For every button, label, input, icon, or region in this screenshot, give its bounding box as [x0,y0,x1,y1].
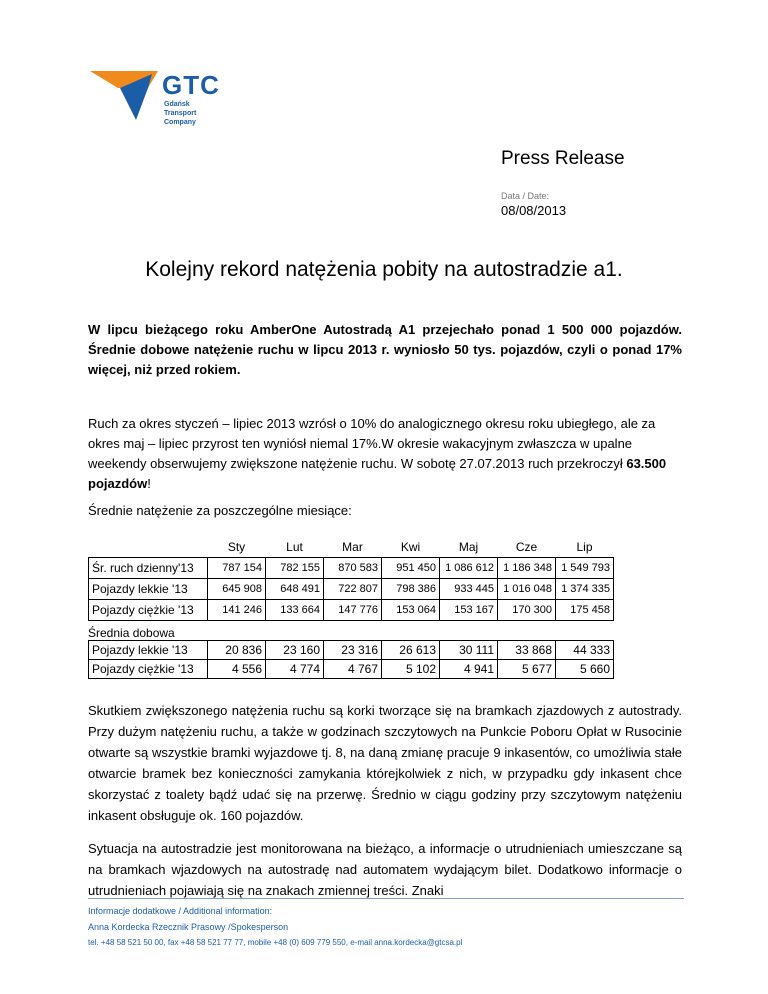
table-cell: 20 836 [208,641,266,660]
table-row [89,641,614,660]
table-cell: 33 868 [498,641,556,660]
month-header: Lut [286,540,303,554]
table-row [89,660,614,679]
row-label: Pojazdy ciężkie '13 [89,600,208,621]
table-heading: Średnie natężenie za poszczególne miesiące: [88,503,352,518]
table-cell: 153 064 [382,600,440,621]
row-label: Pojazdy lekkie '13 [89,641,208,660]
logo-subtitle-line: Company [164,119,196,126]
daily-average-table [88,640,614,679]
table-cell: 951 450 [382,558,440,579]
daily-average-heading: Średnia dobowa [88,626,175,640]
table-cell: 4 941 [440,660,498,679]
table-cell: 870 583 [324,558,382,579]
paragraph-traffic [88,414,688,494]
table-cell: 722 807 [324,579,382,600]
table-cell: 933 445 [440,579,498,600]
row-label: Pojazdy lekkie '13 [89,579,208,600]
table-cell: 170 300 [498,600,556,621]
document-title: Kolejny rekord natężenia pobity na autostradzie a1. [145,258,623,281]
table-cell: 141 246 [208,600,266,621]
row-label: Śr. ruch dzienny'13 [89,558,208,579]
date-label: Data / Date: [501,191,550,201]
table-cell: 23 160 [266,641,324,660]
p1-text: Ruch za okres styczeń – lipiec 2013 wzrósł o 10% do analogicznego okresu roku ubiegłego, ale za okres maj – lipiec przyrost ten wyniósł niemal 17%.W okresie wakacyjnym zwłaszcza w upalne weekendy obserwujemy zwiększone natężenie ruchu. W sobotę 27.07.2013 ruch przekroczył [88,416,656,471]
month-header: Mar [342,540,363,554]
table-cell: 5 102 [382,660,440,679]
footer-contact-details: tel. +48 58 521 50 00, fax +48 58 521 77 77, mobile +48 (0) 609 779 550, e-mail anna.kordecka@gtcsa.pl [88,938,463,947]
press-release-heading: Press Release [501,148,625,169]
month-header: Sty [227,540,246,554]
table-cell: 4 767 [324,660,382,679]
table-cell: 30 111 [440,641,498,660]
table-cell: 147 776 [324,600,382,621]
lead-paragraph: W lipcu bieżącego roku AmberOne Autostradą A1 przejechało ponad 1 500 000 pojazdów. Średnie dobowe natężenie ruchu w lipcu 2013 r. wyniosło 50 tys. pojazdów, czyli o ponad 17% więcej, niż przed rokiem. [88,322,682,377]
table-row [89,600,614,621]
table-cell: 175 458 [556,600,614,621]
paragraph-toll-gates: Skutkiem zwiększonego natężenia ruchu są korki tworzące się na bramkach zjazdowych z autostrady. Przy dużym natężeniu ruchu, a także w godzinach szczytowych na Punkcie Poboru Opłat w Rusocinie otwarte są wszystkie bramki wyjazdowe tj. 8, na daną zmianę pracuje 9 inkasentów, co umożliwia stałe otwarcie bramek bez konieczności zamykania którejkolwiek z nich, w przypadku gdy inkasent chce skorzystać z toalety bądź udać się na przerwę. Średnio w ciągu godziny przy szczytowym natężeniu inkasent obsługuje ok. 160 pojazdów. [88,703,682,823]
table-cell: 4 774 [266,660,324,679]
monthly-traffic-table [88,537,614,621]
table-header-row [89,537,614,558]
table-cell: 153 167 [440,600,498,621]
table-cell: 23 316 [324,641,382,660]
date-value: 08/08/2013 [501,203,567,218]
table-cell: 1 549 793 [556,558,614,579]
table-cell: 782 155 [266,558,324,579]
footer-contact-name: Anna Kordecka Rzecznik Prasowy /Spokesperson [88,922,289,932]
table-cell: 1 186 348 [498,558,556,579]
p1-bold: 63.500 pojazdów [88,456,667,491]
row-label: Pojazdy ciężkie '13 [89,660,208,679]
table-cell: 645 908 [208,579,266,600]
table-cell: 1 086 612 [440,558,498,579]
header-empty [89,537,208,558]
table-row [89,558,614,579]
table-cell: 1 374 335 [556,579,614,600]
table-cell: 1 016 048 [498,579,556,600]
table-cell: 5 660 [556,660,614,679]
logo-subtitle-line: Gdańsk [164,101,190,108]
table-cell: 648 491 [266,579,324,600]
logo-subtitle [164,100,196,127]
table-cell: 798 386 [382,579,440,600]
table-cell: 133 664 [266,600,324,621]
month-header: Kwi [400,540,421,554]
logo-subtitle-line: Transport [164,110,197,117]
month-header: Cze [515,540,538,554]
month-header: Maj [458,540,479,554]
p1-tail: ! [147,476,151,491]
month-header: Lip [576,540,593,554]
table-row [89,579,614,600]
table-cell: 44 333 [556,641,614,660]
footer-divider [88,898,684,899]
table-cell: 26 613 [382,641,440,660]
paragraph-monitoring: Sytuacja na autostradzie jest monitorowana na bieżąco, a informacje o utrudnieniach umieszczane są na bramkach wjazdowych na autostradę nad automatem wydającym bilet. Dodatkowo informacje o utrudnieniach pojawiają się na znakach zmiennej treści. Znaki [88,841,682,898]
table-cell: 5 677 [498,660,556,679]
footer-info: Informacje dodatkowe / Additional information: [88,906,273,916]
table-cell: 787 154 [208,558,266,579]
logo-wordmark: GTC [162,70,220,100]
table-cell: 4 556 [208,660,266,679]
